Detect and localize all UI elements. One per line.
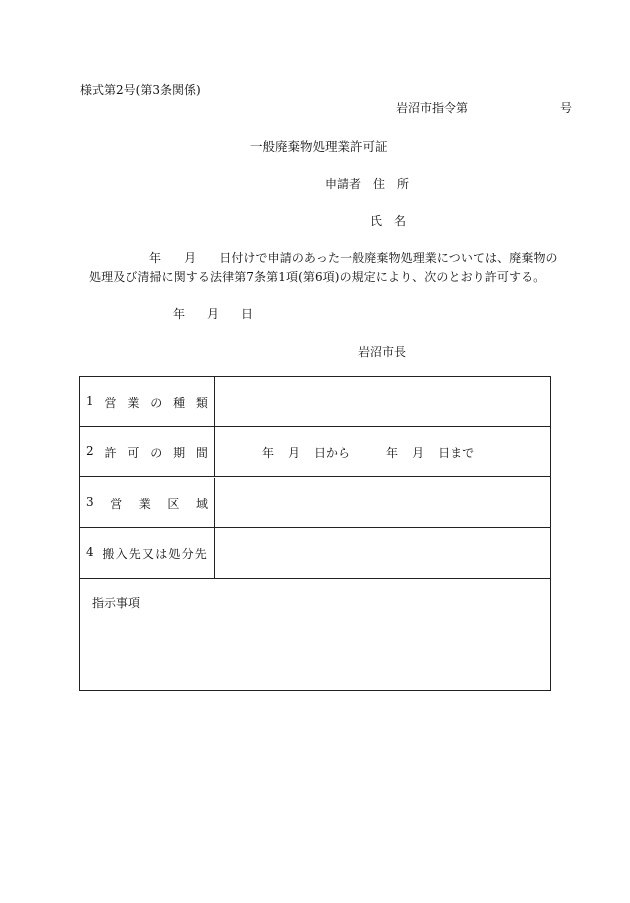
label-char: 間 xyxy=(195,446,208,460)
label-char: 業 xyxy=(138,497,151,511)
body-year: 年 xyxy=(149,251,162,265)
label-char: 種 xyxy=(173,396,186,410)
label-char: 域 xyxy=(195,497,208,511)
label-cell-destination xyxy=(80,528,215,578)
value-business-area xyxy=(215,478,550,527)
label-char: 業 xyxy=(127,396,140,410)
label-char: 2 xyxy=(86,444,94,458)
permit-table xyxy=(79,376,551,691)
label-business-type xyxy=(86,394,208,411)
period-end-month: 月 xyxy=(412,446,425,460)
name-label-2: 名 xyxy=(394,214,407,228)
address-label-2: 所 xyxy=(397,177,410,191)
label-cell-business-area xyxy=(80,478,215,527)
label-char: 営 xyxy=(104,396,117,410)
body-line-2: 処理及び清掃に関する法律第7条第1項(第6項)の規定により、次のとおり許可する。 xyxy=(89,270,546,284)
period-end-year: 年 xyxy=(386,446,399,460)
value-business-type xyxy=(215,377,550,426)
label-permit-period xyxy=(86,444,208,461)
issue-month: 月 xyxy=(207,307,220,321)
label-business-area xyxy=(86,495,208,512)
label-char: 類 xyxy=(195,396,208,410)
issuer-name: 岩沼市長 xyxy=(358,345,407,359)
permit-number-prefix: 岩沼市指令第 xyxy=(396,101,469,115)
document-title: 一般廃棄物処理業許可証 xyxy=(250,139,388,154)
permit-period-text xyxy=(262,444,474,461)
period-end-day: 日まで xyxy=(438,446,475,460)
label-cell-permit-period xyxy=(80,427,215,476)
issue-day: 日 xyxy=(241,307,254,321)
label-char: 期 xyxy=(173,446,186,460)
row-destination xyxy=(80,528,550,579)
name-label-1: 氏 xyxy=(370,214,383,228)
label-char: 営 xyxy=(110,497,123,511)
row-business-type xyxy=(80,377,550,427)
row-business-area xyxy=(80,478,550,528)
label-char: の xyxy=(150,396,163,410)
label-char: 区 xyxy=(167,497,180,511)
body-month: 月 xyxy=(184,251,197,265)
notes-label: 指示事項 xyxy=(92,596,141,610)
period-start-day: 日から xyxy=(314,446,351,460)
period-start-year: 年 xyxy=(262,446,275,460)
value-permit-period xyxy=(215,427,550,476)
issue-date-line xyxy=(173,305,253,322)
permit-number-suffix: 号 xyxy=(560,101,573,115)
label-destination xyxy=(86,545,208,562)
period-start-month: 月 xyxy=(288,446,301,460)
value-destination xyxy=(215,528,550,578)
applicant-address-line xyxy=(325,175,409,192)
label-char: 4 xyxy=(86,545,94,559)
label-char: 可 xyxy=(127,446,140,460)
label-char: 3 xyxy=(86,495,94,509)
permit-number-line xyxy=(396,99,572,116)
form-number: 様式第2号(第3条関係) xyxy=(80,83,201,97)
label-char: 許 xyxy=(104,446,117,460)
label-char: 1 xyxy=(86,394,94,408)
address-label-1: 住 xyxy=(373,177,386,191)
applicant-label: 申請者 xyxy=(325,177,362,191)
body-line-1 xyxy=(149,249,558,266)
label-char: の xyxy=(150,446,163,460)
body-line1-text: 日付けで申請のあった一般廃棄物処理業については、廃棄物の xyxy=(219,251,558,265)
notes-area xyxy=(80,579,550,690)
issue-year: 年 xyxy=(173,307,186,321)
label-text-destination: 搬入先又は処分先 xyxy=(102,547,208,561)
row-permit-period xyxy=(80,427,550,477)
applicant-name-line xyxy=(370,212,406,229)
label-cell-business-type xyxy=(80,377,215,426)
